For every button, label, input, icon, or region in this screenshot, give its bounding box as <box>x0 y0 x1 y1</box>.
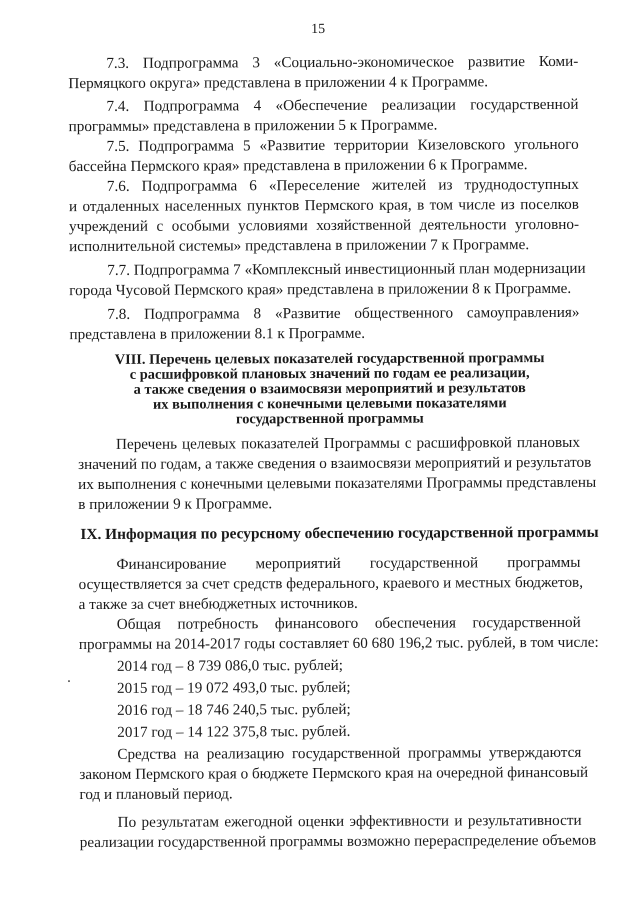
paragraph-7-7-line-2: города Чусовой Пермского края» представлена в приложении 8 к Программе. <box>69 279 572 300</box>
paragraph-7-5-line-1: 7.5. Подпрограмма 5 «Развитие территории Кизеловского угольного <box>106 135 579 155</box>
scan-speck <box>68 680 70 682</box>
year-2014-amount: 2014 год – 8 739 086,0 тыс. рублей; <box>116 656 343 675</box>
section-8-heading-line-5: государственной программы <box>235 410 424 428</box>
section-8-paragraph-line-1: Перечень целевых показателей Программы с расшифровкой плановых <box>115 433 580 453</box>
year-2017-amount: 2017 год – 14 122 375,8 тыс. рублей. <box>117 722 351 741</box>
page-number: 15 <box>311 21 326 38</box>
paragraph-7-6-line-4: исполнительной системы» представлена в приложении 7 к Программе. <box>69 236 530 256</box>
paragraph-7-3-line-2: Пермяцкого округа» представлена в приложении 4 к Программе. <box>68 73 489 93</box>
financing-line-3: а также за счет внебюджетных источников. <box>78 594 358 614</box>
paragraph-7-3-line-1: 7.3. Подпрограмма 3 «Социально-экономическое развитие Коми- <box>106 52 579 72</box>
redistribution-line-1: По результатам ежегодной оценки эффективности и результативности <box>117 811 582 831</box>
section-8-paragraph-line-2: значений по годам, а также сведения о взаимосвязи мероприятий и результатов <box>78 453 592 474</box>
paragraph-7-8-line-1: 7.8. Подпрограмма 8 «Развитие общественного самоуправления» <box>107 303 580 323</box>
paragraph-7-6-line-2: и отдаленных населенных пунктов Пермского края, в том числе из поселков <box>68 195 579 216</box>
law-line-1: Средства на реализацию государственной программы утверждаются <box>117 743 582 763</box>
paragraph-7-7-line-1: 7.7. Подпрограмма 7 «Комплексный инвестиционный план модернизации <box>107 259 586 279</box>
total-need-line-2: программы на 2014-2017 годы составляет 60 680 196,2 тыс. рублей, в том числе: <box>78 633 599 654</box>
financing-line-1: Финансирование мероприятий государственной программы <box>116 553 581 573</box>
paragraph-7-5-line-2: бассейна Пермского края» представлена в приложении 6 к Программе. <box>68 156 528 176</box>
financing-line-2: осуществляется за счет средств федерального, краевого и местных бюджетов, <box>78 573 584 594</box>
paragraph-7-6-line-1: 7.6. Подпрограмма 6 «Переселение жителей из труднодоступных <box>106 175 579 195</box>
section-8-heading-line-4: их выполнения с конечными целевыми показателями <box>152 395 507 413</box>
paragraph-7-6-line-3: учреждений с особыми условиями хозяйственной деятельности уголовно- <box>68 215 580 236</box>
redistribution-line-2: реализации государственной программы возможно перераспределение объемов <box>79 831 597 852</box>
year-2016-amount: 2016 год – 18 746 240,5 тыс. рублей; <box>117 700 351 719</box>
paragraph-7-4-line-2: программы» представлена в приложении 5 к Программе. <box>68 116 438 136</box>
law-line-3: год и плановый период. <box>79 785 233 804</box>
section-8-heading-line-1: VIII. Перечень целевых показателей государственной программы <box>114 350 545 368</box>
section-8-paragraph-line-4: в приложении 9 к Программе. <box>78 495 273 514</box>
section-8-heading-line-2: с расшифровкой плановых значений по годам ее реализации, <box>129 365 530 383</box>
paragraph-7-8-line-2: представлена в приложении 8.1 к Программе. <box>69 324 366 344</box>
section-8-heading-line-3: а также сведения о взаимосвязи мероприятий и результатов <box>133 380 526 398</box>
total-need-line-1: Общая потребность финансового обеспечения государственной <box>116 613 581 633</box>
paragraph-7-4-line-1: 7.4. Подпрограмма 4 «Обеспечение реализации государственной <box>106 95 579 115</box>
law-line-2: законом Пермского края о бюджете Пермского края на очередной финансовый <box>79 763 589 784</box>
section-9-heading: IX. Информация по ресурсному обеспечению государственной программы <box>80 523 599 544</box>
section-8-paragraph-line-3: их выполнения с конечными целевыми показателями Программы представлены <box>78 473 597 494</box>
year-2015-amount: 2015 год – 19 072 493,0 тыс. рублей; <box>116 678 351 697</box>
